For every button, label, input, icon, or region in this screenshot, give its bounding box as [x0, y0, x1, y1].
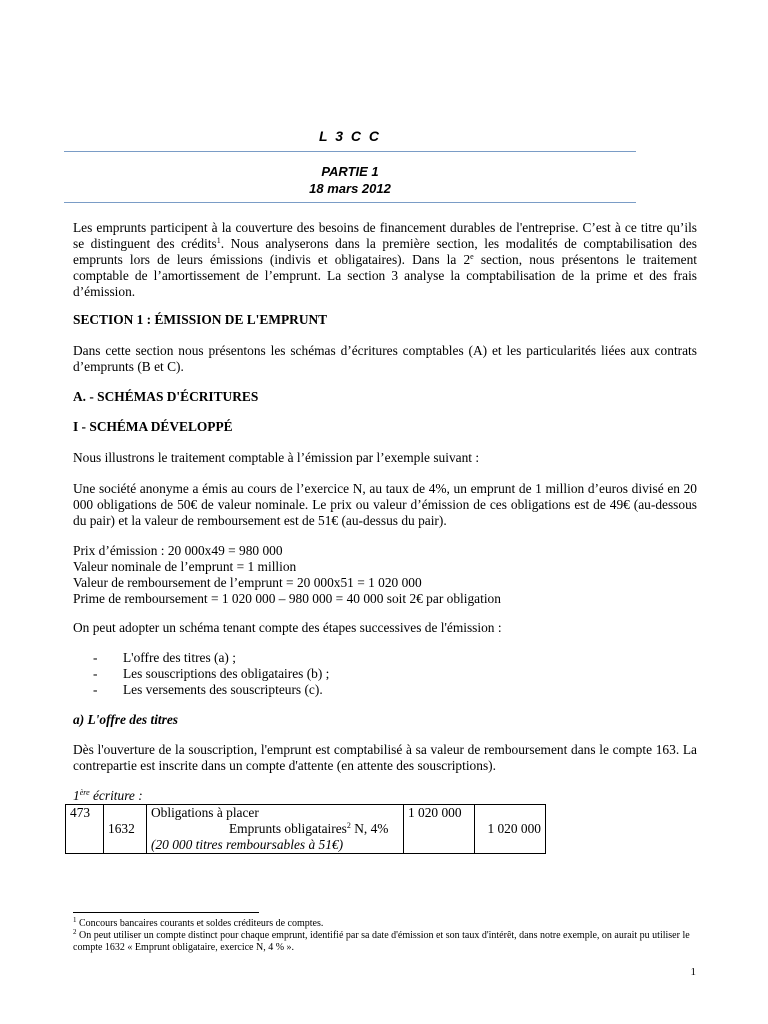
debit-account: 473: [70, 805, 91, 820]
entry-note: (20 000 titres remboursables à 51€): [151, 837, 344, 852]
calc-line: Prix d’émission : 20 000x49 = 980 000: [73, 543, 283, 558]
credit-account: 1632: [108, 821, 135, 836]
example-paragraph: Une société anonyme a émis au cours de l’exercice N, au taux de 4%, un emprunt de 1 million d’euros divisé en 20 000 obligations de 50€ de valeur nominale. Le prix ou valeur d’émission de ces obligations est de 49€ (au-dessous du pair) et la valeur de remboursement est de 51€ (au-dessus du pair).: [73, 481, 697, 528]
journal-entry-table: [65, 804, 546, 854]
example-intro: Nous illustrons le traitement comptable à l’émission par l’exemple suivant :: [73, 450, 480, 465]
debit-label: Obligations à placer: [151, 805, 259, 820]
date-label: 18 mars 2012: [309, 181, 391, 196]
footnote-rule: [73, 912, 259, 913]
credit-label-cell: [147, 821, 404, 854]
section-1-heading: SECTION 1 : ÉMISSION DE L'EMPRUNT: [73, 312, 328, 327]
heading-a: A. - SCHÉMAS D'ÉCRITURES: [73, 389, 259, 404]
header-rule-bottom: [64, 202, 636, 203]
part-label: PARTIE 1: [321, 164, 379, 179]
steps-list: [73, 650, 697, 698]
steps-intro: On peut adopter un schéma tenant compte des étapes successives de l'émission :: [73, 620, 502, 635]
entry-label-number: 1: [73, 788, 80, 803]
list-item: - L'offre des titres (a) ;: [73, 650, 697, 666]
debit-account-cell: [66, 805, 104, 854]
debit-amount: 1 020 000: [408, 805, 462, 820]
empty-debit-cell: [404, 821, 475, 854]
header-rule-top: [64, 151, 636, 152]
credit-account-cell: [104, 805, 147, 854]
entry-label-sup: ère: [79, 788, 90, 797]
calc-line: Valeur de remboursement de l’emprunt = 20 000x51 = 1 020 000: [73, 575, 422, 590]
footnote-1: [73, 918, 697, 930]
intro-text-2: . Nous analyserons dans la première section, les modalités de comptabilisation des emprunts lors de leurs émissions (indivis et obligataires). Dans la 2: [73, 236, 697, 267]
subsection-a-heading: a) L'offre des titres: [73, 712, 178, 727]
debit-label-cell: [147, 805, 404, 822]
intro-text-3: section, nous présentons le traitement comptable de l’amortissement de l’emprunt. La section 3 analyse la comptabilisation de la prime et des frais d’émission.: [73, 252, 698, 299]
heading-i: I - SCHÉMA DÉVELOPPÉ: [73, 419, 233, 434]
intro-paragraph: [73, 220, 697, 300]
calc-line: Prime de remboursement = 1 020 000 – 980 000 = 40 000 soit 2€ par obligation: [73, 591, 501, 606]
page-title: L 3 C C: [319, 128, 381, 144]
subsection-a-text: Dès l'ouverture de la souscription, l'emprunt est comptabilisé à sa valeur de remboursement dans le compte 163. La contrepartie est inscrite dans un compte d'attente (en attente des souscriptions).: [73, 742, 697, 773]
table-row: [66, 805, 546, 822]
footnote-2: [73, 930, 697, 954]
section-1-text: Dans cette section nous présentons les schémas d’écritures comptables (A) et les particularités liées aux contrats d’emprunts (B et C).: [73, 343, 697, 374]
footnote-number: 1: [73, 916, 77, 924]
credit-label-suffix: N, 4%: [350, 821, 389, 836]
list-item: - Les versements des souscripteurs (c).: [73, 682, 697, 698]
footnote-ref-2: 2: [346, 821, 351, 830]
credit-amount: 1 020 000: [487, 821, 541, 836]
page-number: 1: [690, 966, 696, 978]
credit-label: [151, 821, 399, 837]
entry-label: [73, 788, 697, 804]
footnote-ref-1: 1: [216, 236, 221, 245]
superscript-e: e: [470, 252, 474, 261]
credit-label-text: Emprunts obligataires: [229, 821, 347, 836]
intro-text-1: Les emprunts participent à la couverture des besoins de financement durables de l'entreprise. C’est à ce titre qu’ils se distinguent des crédits: [73, 220, 697, 251]
credit-amount-cell: [475, 805, 546, 854]
footnote-text: On peut utiliser un compte distinct pour chaque emprunt, identifié par sa date d'émission et son taux d'intérêt, dans notre exemple, on aurait pu utiliser le compte 1632 « Emprunt obligataire, exercice N, 4 % ».: [73, 930, 690, 953]
footnote-number: 2: [73, 928, 77, 936]
footnote-text: Concours bancaires courants et soldes créditeurs de comptes.: [79, 918, 324, 929]
entry-label-text: écriture :: [89, 788, 143, 803]
list-item: - Les souscriptions des obligataires (b) ;: [73, 666, 697, 682]
debit-amount-cell: [404, 805, 475, 822]
calculation-list: [73, 543, 697, 607]
calc-line: Valeur nominale de l’emprunt = 1 million: [73, 559, 297, 574]
